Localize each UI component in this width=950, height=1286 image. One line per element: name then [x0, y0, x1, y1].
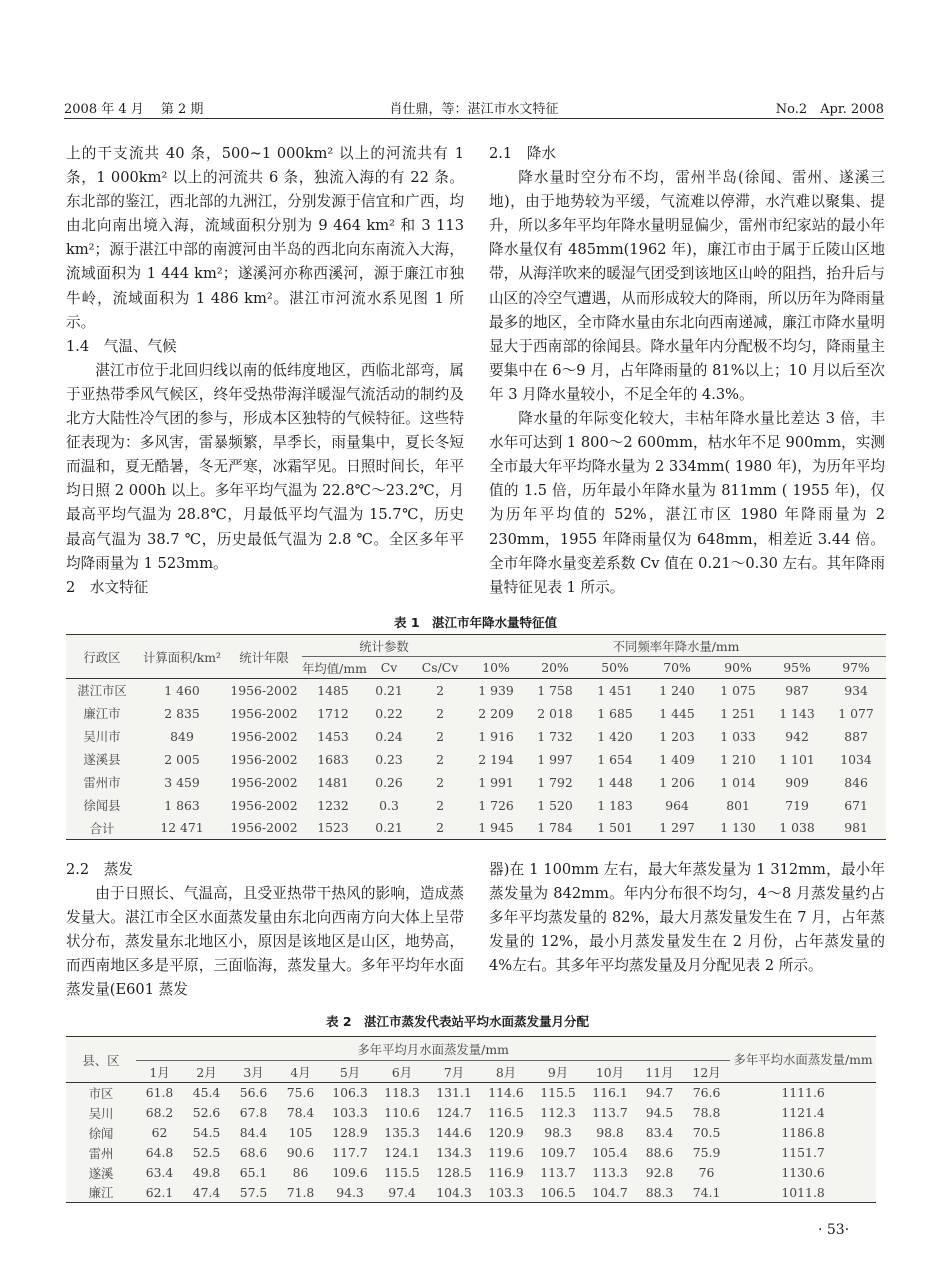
paragraph: 由于日照长、气温高，且受亚热带干热风的影响，造成蒸发量大。湛江市全区水面蒸发量由东北向西南方向大体上呈带状分布，蒸发量东北地区小，原因是该地区是山区，地势高，而西南地区多是平原，三面临海，蒸发量大。多年平均年水面蒸发量(E601 蒸发 [66, 885, 464, 999]
table-cell: 117.7 [332, 1145, 368, 1160]
table-cell: 1 654 [597, 751, 633, 767]
table-cell: 0.3 [379, 797, 399, 813]
table-cell: 1 130 [720, 820, 756, 836]
table-cell: 5月 [339, 1064, 361, 1080]
table-cell: 市区 [88, 1085, 114, 1101]
table-cell: 吴川市 [83, 729, 121, 744]
header-monthly-evaporation: 多年平均月水面蒸发量/mm [136, 1037, 730, 1061]
table-cell: 1 251 [720, 705, 756, 721]
table2-body [66, 1083, 876, 1203]
table-cell: 廉江市 [83, 706, 121, 721]
table-cell: 94.7 [645, 1085, 674, 1101]
table-cell: 0.26 [375, 774, 403, 790]
table-cell: 52.6 [192, 1105, 221, 1120]
header-region: 行政区 [83, 649, 121, 665]
table-cell: 1956-2002 [230, 797, 298, 813]
table-cell: 2 [436, 728, 444, 744]
table-cell: 1 075 [720, 682, 756, 698]
table-cell: 113.7 [592, 1105, 628, 1120]
table-cell: 12 471 [160, 820, 204, 836]
table-cell: 116.9 [488, 1165, 524, 1180]
header-statistical-params: 统计参数 [302, 635, 466, 657]
table-cell: 64.8 [145, 1145, 174, 1160]
table2-evaporation [66, 1036, 876, 1203]
table-cell: 1 939 [478, 682, 514, 698]
table-cell: 68.2 [145, 1105, 174, 1120]
table-cell: 942 [785, 728, 809, 744]
table-cell: 徐闻 [88, 1125, 114, 1141]
table-cell: 49.8 [192, 1165, 221, 1180]
table-cell: 134.3 [436, 1145, 472, 1160]
table-cell: 109.6 [332, 1165, 368, 1180]
paragraph: 器)在 1 100mm 左右，最大年蒸发量为 1 312mm，最小年蒸发量为 842mm。年内分布很不均匀，4～8 月蒸发量约占多年平均蒸发量的 82%，最大月蒸发量发生在 7 月，占年蒸发量的 12%，最小月蒸发量发生在 2 月份，占年蒸发量的 4%左右。其多年平均蒸发量及月分配见表 2 所示。 [489, 861, 885, 975]
table-cell: 湛江市区 [77, 683, 127, 699]
table-cell: 1130.6 [781, 1165, 825, 1180]
table-cell: 57.5 [239, 1184, 268, 1200]
table-cell: 95% [783, 660, 811, 675]
table-cell: 1 203 [659, 728, 695, 744]
table-row [66, 748, 886, 771]
table-cell: 144.6 [436, 1125, 472, 1140]
table-cell: 1 916 [478, 728, 514, 744]
table2-caption: 表 2 湛江市蒸发代表站平均水面蒸发量月分配 [326, 1014, 590, 1029]
table-cell: 2 835 [164, 705, 200, 721]
table-cell: 112.3 [540, 1105, 576, 1120]
table-cell: 47.4 [192, 1184, 221, 1200]
table-cell: 1 240 [659, 682, 695, 698]
table-cell: 128.5 [436, 1165, 472, 1180]
table-cell: 0.21 [375, 682, 403, 698]
table-cell: 109.7 [540, 1145, 576, 1160]
table-row [66, 771, 886, 794]
table-cell: 70% [663, 660, 691, 675]
table-cell: 1 520 [537, 797, 573, 813]
table-cell: 90% [724, 660, 752, 675]
table-cell: 10% [482, 660, 510, 675]
table-cell: 119.6 [488, 1145, 524, 1160]
table-cell: 105.4 [592, 1145, 628, 1160]
table-cell: 1 206 [659, 774, 695, 790]
header-area: 计算面积/km² [143, 649, 221, 665]
table-cell: 1 451 [597, 682, 633, 698]
table-cell: 849 [170, 728, 194, 744]
table-cell: 67.8 [239, 1105, 268, 1120]
table-cell: 1 460 [164, 682, 200, 698]
table-cell: 2 [436, 705, 444, 721]
table-cell: 合计 [89, 820, 115, 836]
table-cell: 0.21 [375, 820, 403, 836]
table-cell: 987 [785, 682, 809, 698]
table-cell: 0.24 [375, 728, 403, 744]
table-row [66, 702, 886, 725]
table-cell: 103.3 [488, 1184, 524, 1200]
table-cell: 115.5 [384, 1165, 420, 1180]
table-cell: 2月 [196, 1064, 217, 1080]
table-row [66, 1083, 876, 1103]
table-cell: 11月 [645, 1064, 674, 1080]
table-row [66, 1143, 876, 1163]
table-row [66, 1103, 876, 1123]
running-header [64, 98, 884, 119]
table-cell: 76 [698, 1165, 715, 1180]
table-cell: 1 997 [537, 751, 573, 767]
table-cell: 70.5 [692, 1125, 721, 1140]
paragraph: 上的干支流共 40 条，500~1 000km² 以上的河流共有 1 条，1 000km² 以上的河流共 6 条，独流入海的有 22 条。东北部的鉴江，西北部的九洲江，分别发源于信宜和广西，均由北向南出境入海，流域面积分别为 9 464 km² 和 3 113 km²；源于湛江中部的南渡河由半岛的西北向东南流入大海，流域面积为 1 444 km²；遂溪河亦称西溪河，源于廉江市独牛岭，流域面积为 1 486 km²。湛江市河流水系见图 1 所示。 [66, 145, 464, 331]
table-cell: 1 210 [720, 751, 756, 767]
table-cell: Cv [380, 660, 398, 675]
table-row [66, 1163, 876, 1183]
table-cell: 1 792 [537, 774, 573, 790]
table-cell: 1151.7 [781, 1145, 825, 1160]
table-cell: 1 945 [478, 820, 514, 836]
table-cell: 113.7 [540, 1165, 576, 1180]
table-cell: 54.5 [192, 1125, 221, 1140]
table-cell: 2 [436, 751, 444, 767]
table-cell: 吴川 [88, 1105, 114, 1121]
table-cell: 雷州 [88, 1145, 114, 1161]
table-cell: 62.1 [145, 1184, 174, 1200]
header-annual-evaporation: 多年平均水面蒸发量/mm [733, 1051, 873, 1067]
table-cell: 115.5 [540, 1085, 576, 1101]
table1-body [66, 679, 886, 840]
table-cell: 1 183 [597, 797, 633, 813]
table-cell: 廉江 [88, 1185, 114, 1201]
section-heading: 2.1 降水 [489, 145, 556, 162]
paragraph: 湛江市位于北回归线以南的低纬度地区，西临北部弯，属于亚热带季风气候区，终年受热带海洋暖湿气流活动的制约及北方大陆性冷气团的参与，形成本区独特的气候特征。这些特征表现为：多风害，雷暴频繁，旱季长，雨量集中，夏长冬短而温和，夏无酷暑，冬无严寒，冰霜罕见。日照时间长，年平均日照 2 000h 以上。多年平均气温为 22.8℃～23.2℃，月最高平均气温为 28.8℃，月最低平均气温为 15.7℃，历史最高气温为 38.7 ℃，历史最低气温为 2.8 ℃。全区多年平均降雨量为 1 523mm。 [66, 361, 464, 572]
table-cell: 1 445 [659, 705, 695, 721]
table-cell: 78.8 [692, 1105, 721, 1120]
table-cell: 83.4 [645, 1125, 674, 1140]
table-cell: 0.23 [375, 751, 403, 767]
table-cell: 1 726 [478, 797, 514, 813]
table-cell: 遂溪 [88, 1165, 114, 1181]
table-cell: 104.3 [436, 1184, 472, 1200]
table-cell: 2 209 [478, 705, 514, 721]
table-cell: 128.9 [332, 1125, 368, 1140]
table-cell: 86 [292, 1165, 309, 1180]
table-cell: 68.6 [239, 1145, 268, 1160]
table-cell: 1186.8 [781, 1125, 825, 1140]
table-cell: 10月 [595, 1064, 625, 1080]
table-cell: 雷州市 [83, 775, 121, 790]
table-cell: 104.7 [592, 1184, 628, 1200]
table-cell: 1 014 [720, 774, 756, 790]
table-cell: 124.1 [384, 1145, 420, 1160]
page-number: · 53· [818, 1222, 850, 1238]
table-cell: Cs/Cv [421, 660, 459, 675]
table-cell: 92.8 [645, 1165, 674, 1180]
header-issue-en: No.2 Apr. 2008 [775, 102, 884, 117]
table-cell: 1011.8 [781, 1184, 825, 1200]
table-cell: 1 297 [659, 820, 695, 836]
table-cell: 719 [785, 797, 809, 813]
table-cell: 97% [842, 660, 870, 675]
table-cell: 964 [665, 797, 689, 813]
table-cell: 75.9 [692, 1145, 721, 1160]
section-heading: 1.4 气温、气候 [66, 337, 177, 355]
table-cell: 135.3 [384, 1125, 420, 1140]
table-cell: 981 [844, 820, 868, 836]
table-cell: 106.5 [540, 1184, 576, 1200]
table-cell: 1121.4 [781, 1105, 825, 1120]
table-cell: 2 005 [164, 751, 200, 767]
table-cell: 74.1 [692, 1184, 721, 1200]
table-cell: 1956-2002 [230, 682, 298, 698]
table-cell: 50% [601, 660, 629, 675]
table1-precipitation [66, 634, 886, 840]
table-cell: 1111.6 [781, 1085, 825, 1101]
table-cell: 4月 [290, 1064, 311, 1080]
table-cell: 75.6 [286, 1085, 315, 1101]
table-cell: 3月 [243, 1064, 264, 1080]
table-row [66, 1123, 876, 1143]
table-cell: 1 784 [537, 820, 573, 836]
table-cell: 3 459 [164, 774, 200, 790]
table-cell: 131.1 [436, 1085, 472, 1101]
table-cell: 114.6 [488, 1085, 524, 1101]
table-cell: 8月 [495, 1064, 517, 1080]
table-row [66, 725, 886, 748]
table-row [66, 679, 886, 702]
table-cell: 88.6 [645, 1145, 674, 1160]
table-cell: 1 077 [838, 705, 874, 721]
table-cell: 106.3 [332, 1085, 368, 1101]
table-cell: 6月 [391, 1064, 413, 1080]
header-authors-title: 肖仕鼎，等：湛江市水文特征 [389, 102, 559, 117]
table-cell: 1 101 [779, 751, 815, 767]
table-cell: 65.1 [239, 1165, 268, 1180]
table-cell: 1453 [317, 728, 349, 744]
table-cell: 12月 [692, 1064, 721, 1080]
table-cell: 84.4 [239, 1125, 268, 1140]
table-cell: 1523 [317, 820, 349, 836]
table-cell: 2 194 [478, 751, 514, 767]
right-column-2 [489, 858, 885, 978]
table-cell: 801 [726, 797, 750, 813]
table-row [66, 817, 886, 840]
header-frequency-precip: 不同频率年降水量/mm [466, 635, 886, 657]
table-cell: 61.8 [145, 1085, 174, 1101]
table-cell: 90.6 [286, 1145, 315, 1160]
table-cell: 62 [151, 1125, 168, 1140]
table-cell: 1485 [317, 682, 349, 698]
table-cell: 1 991 [478, 774, 514, 790]
table-cell: 78.4 [286, 1105, 315, 1120]
table-cell: 9月 [547, 1064, 569, 1080]
table-cell: 1956-2002 [230, 751, 298, 767]
table-cell: 徐闻县 [83, 798, 121, 813]
table-cell: 2 [436, 820, 444, 836]
table-cell: 1956-2002 [230, 728, 298, 744]
header-issue: 2008 年 4 月 第 2 期 [64, 102, 204, 117]
table-cell: 1 501 [597, 820, 633, 836]
table-cell: 71.8 [286, 1184, 315, 1200]
table-cell: 1 033 [720, 728, 756, 744]
table-cell: 20% [541, 660, 569, 675]
table-cell: 7月 [443, 1064, 465, 1080]
table-cell: 1 685 [597, 705, 633, 721]
table-cell: 1683 [317, 751, 349, 767]
table-cell: 遂溪县 [83, 752, 121, 767]
left-column [66, 142, 464, 600]
table-cell: 1 732 [537, 728, 573, 744]
table-cell: 1 420 [597, 728, 633, 744]
table-cell: 671 [844, 797, 868, 813]
paragraph: 降水量的年际变化较大，丰枯年降水量比差达 3 倍，丰水年可达到 1 800～2 600mm，枯水年不足 900mm，实测全市最大年平均降水量为 2 334mm( 1980 年)，为历年平均值的 1.5 倍，历年最小年降水量为 811mm ( 1955 年)，仅为历年平均值的 52%，湛江市区 1980 年降雨量为 2 230mm，1955 年降雨量仅为 648mm，相差近 3.44 倍。全市年降水量变差系数 Cv 值在 0.21～0.30 左右。其年降雨量特征见表 1 所示。 [489, 410, 885, 596]
table-cell: 1481 [317, 774, 349, 790]
section-heading: 2 水文特征 [66, 578, 149, 596]
table-cell: 1956-2002 [230, 705, 298, 721]
table-cell: 98.8 [596, 1125, 624, 1140]
header-county: 县、区 [82, 1052, 120, 1068]
paragraph: 降水量时空分布不均，雷州半岛(徐闻、雷州、遂溪三地)，由于地势较为平缓，气流难以停滞，水汽难以聚集、提升，所以多年平均年降水量明显偏少，雷州市纪家站的最小年降水量仅有 485mm(1962 年)，廉江市由于属于丘陵山区地带，从海洋吹来的暖湿气团受到该地区山岭的阻挡，抬升后与山区的冷空气遭遇，从而形成较大的降雨，所以历年为降雨量最多的地区，全市降水量由东北向西南递减，廉江市降水量明显大于西南部的徐闻县。降水量年内分配极不均匀，降雨量主要集中在 6～9 月，占年降雨量的 81%以上；10 月以后至次年 3 月降水量较小，不足全年的 4.3%。 [489, 169, 885, 403]
table-cell: 2 [436, 774, 444, 790]
table-cell: 45.4 [192, 1085, 221, 1101]
table-cell: 1956-2002 [230, 820, 298, 836]
table-cell: 1232 [317, 797, 349, 813]
table-cell: 105 [288, 1125, 313, 1140]
table-cell: 124.7 [436, 1105, 472, 1120]
table-cell: 120.9 [488, 1125, 524, 1140]
table-cell: 909 [785, 774, 809, 790]
table-cell: 1月 [149, 1064, 170, 1080]
table-cell: 116.1 [592, 1085, 628, 1101]
table-cell: 52.5 [192, 1145, 221, 1160]
table-cell: 110.6 [384, 1105, 420, 1120]
table-cell: 116.5 [488, 1105, 524, 1120]
table-cell: 1956-2002 [230, 774, 298, 790]
table-cell: 1712 [317, 705, 349, 721]
table-cell: 934 [844, 682, 868, 698]
table-cell: 118.3 [384, 1085, 420, 1101]
right-column [489, 142, 885, 600]
header-years: 统计年限 [239, 649, 289, 665]
table-cell: 2 018 [537, 705, 573, 721]
table-cell: 1 758 [537, 682, 573, 698]
table-cell: 2 [436, 797, 444, 813]
section-heading: 2.2 蒸发 [66, 861, 133, 878]
table-cell: 94.3 [336, 1184, 364, 1200]
table-cell: 97.4 [388, 1184, 416, 1200]
table-cell: 56.6 [239, 1085, 268, 1101]
table-cell: 63.4 [145, 1165, 174, 1180]
table-row [66, 1183, 876, 1203]
table-cell: 103.3 [332, 1105, 368, 1120]
table-cell: 887 [844, 728, 868, 744]
table-cell: 76.6 [692, 1085, 721, 1101]
table-cell: 1034 [840, 751, 872, 767]
table-cell: 1 409 [659, 751, 695, 767]
table-cell: 2 [436, 682, 444, 698]
table-row [66, 794, 886, 817]
table-cell: 1 038 [779, 820, 815, 836]
table-cell: 1 448 [597, 774, 633, 790]
table-cell: 98.3 [544, 1125, 572, 1140]
table-cell: 1 863 [164, 797, 200, 813]
table-cell: 846 [844, 774, 868, 790]
table-cell: 88.3 [645, 1184, 674, 1200]
table-cell: 0.22 [375, 705, 403, 721]
table-cell: 年均值/mm [302, 660, 367, 676]
table1-caption: 表 1 湛江市年降水量特征值 [394, 615, 558, 630]
table-cell: 1 143 [779, 705, 815, 721]
table-cell: 113.3 [592, 1165, 628, 1180]
table-cell: 94.5 [645, 1105, 674, 1120]
left-column-2 [66, 858, 464, 1003]
